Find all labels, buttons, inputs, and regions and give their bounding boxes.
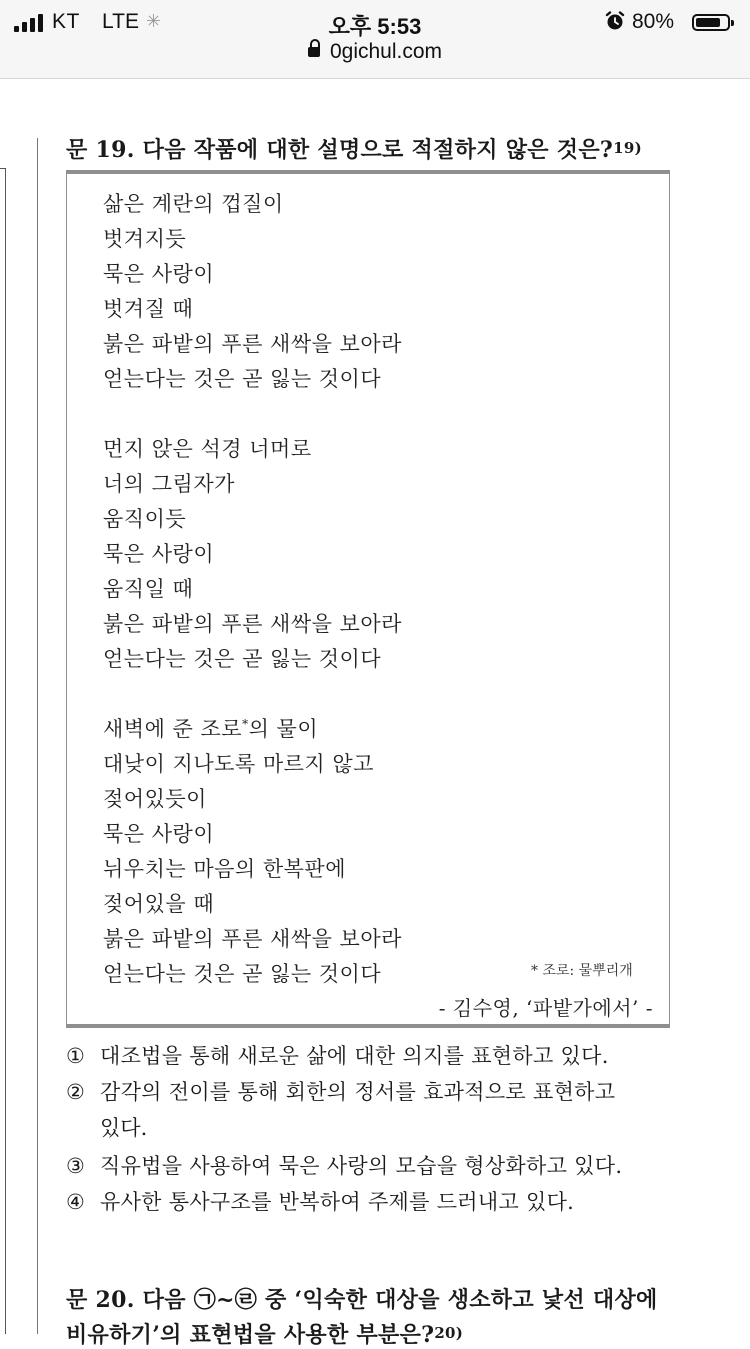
- poem-line: 붉은 파밭의 푸른 새싹을 보아라: [103, 612, 402, 636]
- question-19-footnote-ref: 19): [613, 139, 642, 157]
- poem-line-with-gloss: [103, 713, 318, 743]
- poem-line: 얻는다는 것은 곧 잃는 것이다: [103, 962, 382, 986]
- status-time: 오후 5:53: [328, 14, 422, 39]
- poem-line: 붉은 파밭의 푸른 새싹을 보아라: [103, 332, 402, 356]
- poem-box: [66, 170, 670, 1028]
- question-19-text: 문 19. 다음 작품에 대한 설명으로 적절하지 않은 것은?: [66, 137, 614, 163]
- gloss-marker: *: [242, 717, 249, 731]
- url-text[interactable]: 0gichul.com: [329, 40, 443, 63]
- poem-line: 삶은 계란의 껍질이: [103, 192, 284, 216]
- poem-line: 뉘우치는 마음의 한복판에: [103, 857, 346, 881]
- poem-line: 젖어있듯이: [103, 787, 207, 811]
- choice-number: ①: [66, 1044, 86, 1068]
- network-label: LTE: [102, 10, 139, 33]
- alarm-icon: [605, 11, 625, 31]
- choice-4[interactable]: [66, 1186, 574, 1216]
- battery-percent: 80%: [632, 10, 675, 33]
- gloss-note: * 조로: 물뿌리개: [531, 963, 633, 979]
- loading-spinner-icon: ✳: [146, 11, 162, 31]
- poem-line: 움직일 때: [103, 577, 194, 601]
- poem-line: 움직이듯: [103, 507, 187, 531]
- top-bar: [0, 0, 750, 79]
- choice-1[interactable]: [66, 1040, 609, 1070]
- choice-text: 감각의 전이를 통해 회한의 정서를 효과적으로 표현하고: [100, 1080, 616, 1104]
- poem-line: 얻는다는 것은 곧 잃는 것이다: [103, 647, 382, 671]
- poem-line-text: 새벽에 준 조로: [103, 717, 243, 741]
- choice-number: ③: [66, 1154, 86, 1178]
- poem-line-tail: 의 물이: [248, 717, 319, 741]
- poem-line: 붉은 파밭의 푸른 새싹을 보아라: [103, 927, 402, 951]
- choice-2[interactable]: [66, 1076, 615, 1106]
- carrier-label: KT: [52, 10, 80, 33]
- lock-icon: [308, 45, 320, 59]
- poem-attribution: - 김수영, ‘파밭가에서’ -: [438, 996, 653, 1020]
- poem-line: 벗겨지듯: [103, 227, 187, 251]
- battery-icon: [692, 14, 730, 31]
- poem-line: 젖어있을 때: [103, 892, 215, 916]
- status-bar: [0, 6, 750, 39]
- poem-line: 벗겨질 때: [103, 297, 194, 321]
- choice-2-continuation: 있다.: [100, 1116, 148, 1140]
- choice-text: 직유법을 사용하여 묵은 사랑의 모습을 형상화하고 있다.: [100, 1154, 623, 1178]
- choice-text: 대조법을 통해 새로운 삶에 대한 의지를 표현하고 있다.: [100, 1044, 609, 1068]
- poem-line: 묵은 사랑이: [103, 822, 215, 846]
- poem-line: 얻는다는 것은 곧 잃는 것이다: [103, 367, 382, 391]
- column-divider: [37, 138, 38, 1334]
- choice-3[interactable]: [66, 1150, 622, 1180]
- choice-number: ④: [66, 1190, 86, 1214]
- poem-line: 먼지 앉은 석경 너머로: [103, 437, 312, 461]
- poem-line: 묵은 사랑이: [103, 542, 215, 566]
- left-column-edge: [0, 168, 6, 1334]
- choice-number: ②: [66, 1080, 86, 1104]
- poem-line: 묵은 사랑이: [103, 262, 215, 286]
- question-19-title: [66, 133, 642, 164]
- poem-line: 대낮이 지나도록 마르지 않고: [103, 752, 374, 776]
- question-20-title-line1: 문 20. 다음 ㉠~㉣ 중 ‘익숙한 대상을 생소하고 낯선 대상에: [66, 1287, 658, 1313]
- question-20-footnote-ref: 20): [434, 1324, 464, 1342]
- question-20-text: 비유하기’의 표현법을 사용한 부분은?: [66, 1322, 435, 1348]
- choice-text: 유사한 통사구조를 반복하여 주제를 드러내고 있다.: [100, 1190, 575, 1214]
- poem-line: 너의 그림자가: [103, 472, 235, 496]
- url-bar[interactable]: [0, 40, 750, 64]
